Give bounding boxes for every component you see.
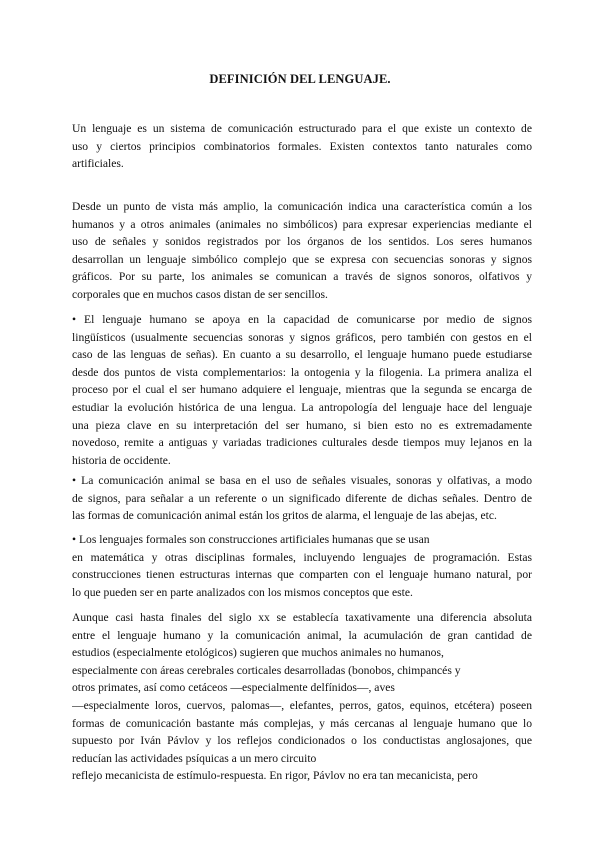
text-line: novedoso, remite a antiguas y variadas tradiciones culturales desde tiempos muy lejanos en la bbox=[72, 436, 532, 450]
paragraph-human-language bbox=[72, 311, 532, 469]
text-line: otros primates, así como cetáceos —especialmente delfínidos—, aves bbox=[72, 681, 395, 695]
text-line: las formas de comunicación animal están los gritos de alarma, el lenguaje de las abejas, etc. bbox=[72, 509, 497, 523]
text-line: Desde un punto de vista más amplio, la comunicación indica una característica común a los bbox=[72, 200, 532, 213]
text-line: corporales que en muchos casos distan de ser sencillos. bbox=[72, 287, 328, 301]
document-title: DEFINICIÓN DEL LENGUAJE. bbox=[209, 72, 391, 86]
text-line: gráficos. Por su parte, los animales se comunican a través de signos sonoros, olfativos y bbox=[72, 270, 532, 284]
text-line: especialmente con áreas cerebrales corticales desarrolladas (bonobos, chimpancés y bbox=[72, 663, 461, 677]
text-line: —especialmente loros, cuervos, palomas—, elefantes, perros, gatos, equinos, etcétera) poseen bbox=[72, 698, 532, 712]
text-line: caso de las lenguas de señas). En cuanto a su desarrollo, el lenguaje humano puede estudiarse bbox=[72, 348, 532, 362]
text-line: supuesto por Iván Pávlov y los reflejos condicionados o los conductistas anglosajones, que bbox=[72, 734, 532, 748]
paragraph-comparison bbox=[72, 609, 532, 785]
text-line: Aunque casi hasta finales del siglo xx se establecía taxativamente una diferencia absoluta bbox=[72, 611, 532, 624]
text-line: artificiales. bbox=[72, 157, 124, 171]
paragraph-definition bbox=[72, 120, 532, 173]
paragraph-animal-communication bbox=[72, 472, 532, 525]
text-line: reducían las actividades psíquicas a un mero circuito bbox=[72, 751, 317, 765]
text-line: uso de señales y sonidos registrados por los órganos de los sentidos. Los seres humanos bbox=[72, 235, 532, 249]
text-line: humanos y a otros animales (animales no simbólicos) para expresar experiencias mediante el bbox=[72, 217, 532, 231]
text-line: • El lenguaje humano se apoya en la capacidad de comunicarse por medio de signos bbox=[72, 313, 532, 326]
text-line: • La comunicación animal se basa en el uso de señales visuales, sonoras y olfativas, a modo bbox=[72, 474, 532, 487]
text-line: formas de comunicación bastante más complejas, y más cercanas al lenguaje humano que lo bbox=[72, 716, 532, 730]
text-line: proceso por el cual el ser humano adquiere el lenguaje, mientras que la segunda se encarga de bbox=[72, 383, 532, 397]
text-line: estudiar la evolución histórica de una lengua. La antropología del lenguaje hace del lenguaje bbox=[72, 400, 532, 414]
paragraph-formal-languages bbox=[72, 531, 532, 601]
text-line: lingüísticos (usualmente secuencias sonoras y signos gráficos, pero también con gestos en el bbox=[72, 330, 532, 344]
text-line: una pieza clave en su interpretación del ser humano, si bien esto no es extremadamente bbox=[72, 418, 532, 432]
text-line: • Los lenguajes formales son construcciones artificiales humanas que se usan bbox=[72, 533, 430, 546]
text-line: Un lenguaje es un sistema de comunicación estructurado para el que existe un contexto de bbox=[72, 122, 532, 135]
text-line: reflejo mecanicista de estímulo-respuesta. En rigor, Pávlov no era tan mecanicista, pero bbox=[72, 769, 478, 783]
text-line: historia de occidente. bbox=[72, 453, 171, 467]
text-line: estudios (especialmente etológicos) sugieren que muchos animales no humanos, bbox=[72, 646, 444, 660]
text-line: de signos, para señalar a un referente o un significado diferente de dichas señales. Dentro de bbox=[72, 491, 532, 505]
text-line: desde dos puntos de vista complementarios: la ontogenia y la filogenia. La primera analiza el bbox=[72, 365, 532, 379]
text-line: construcciones tienen estructuras internas que comparten con el lenguaje humano natural, por bbox=[72, 568, 532, 582]
text-line: lo que pueden ser en parte analizados con los mismos conceptos que este. bbox=[72, 585, 413, 599]
text-line: entre el lenguaje humano y la comunicación animal, la acumulación de gran cantidad de bbox=[72, 628, 532, 642]
text-line: uso y ciertos principios combinatorios formales. Existen contextos tanto naturales como bbox=[72, 139, 532, 153]
paragraph-communication bbox=[72, 198, 532, 304]
text-line: desarrollan un lenguaje simbólico complejo que se expresa con secuencias sonoras y signos bbox=[72, 252, 532, 266]
text-line: en matemática y otras disciplinas formales, incluyendo lenguajes de programación. Estas bbox=[72, 550, 532, 564]
